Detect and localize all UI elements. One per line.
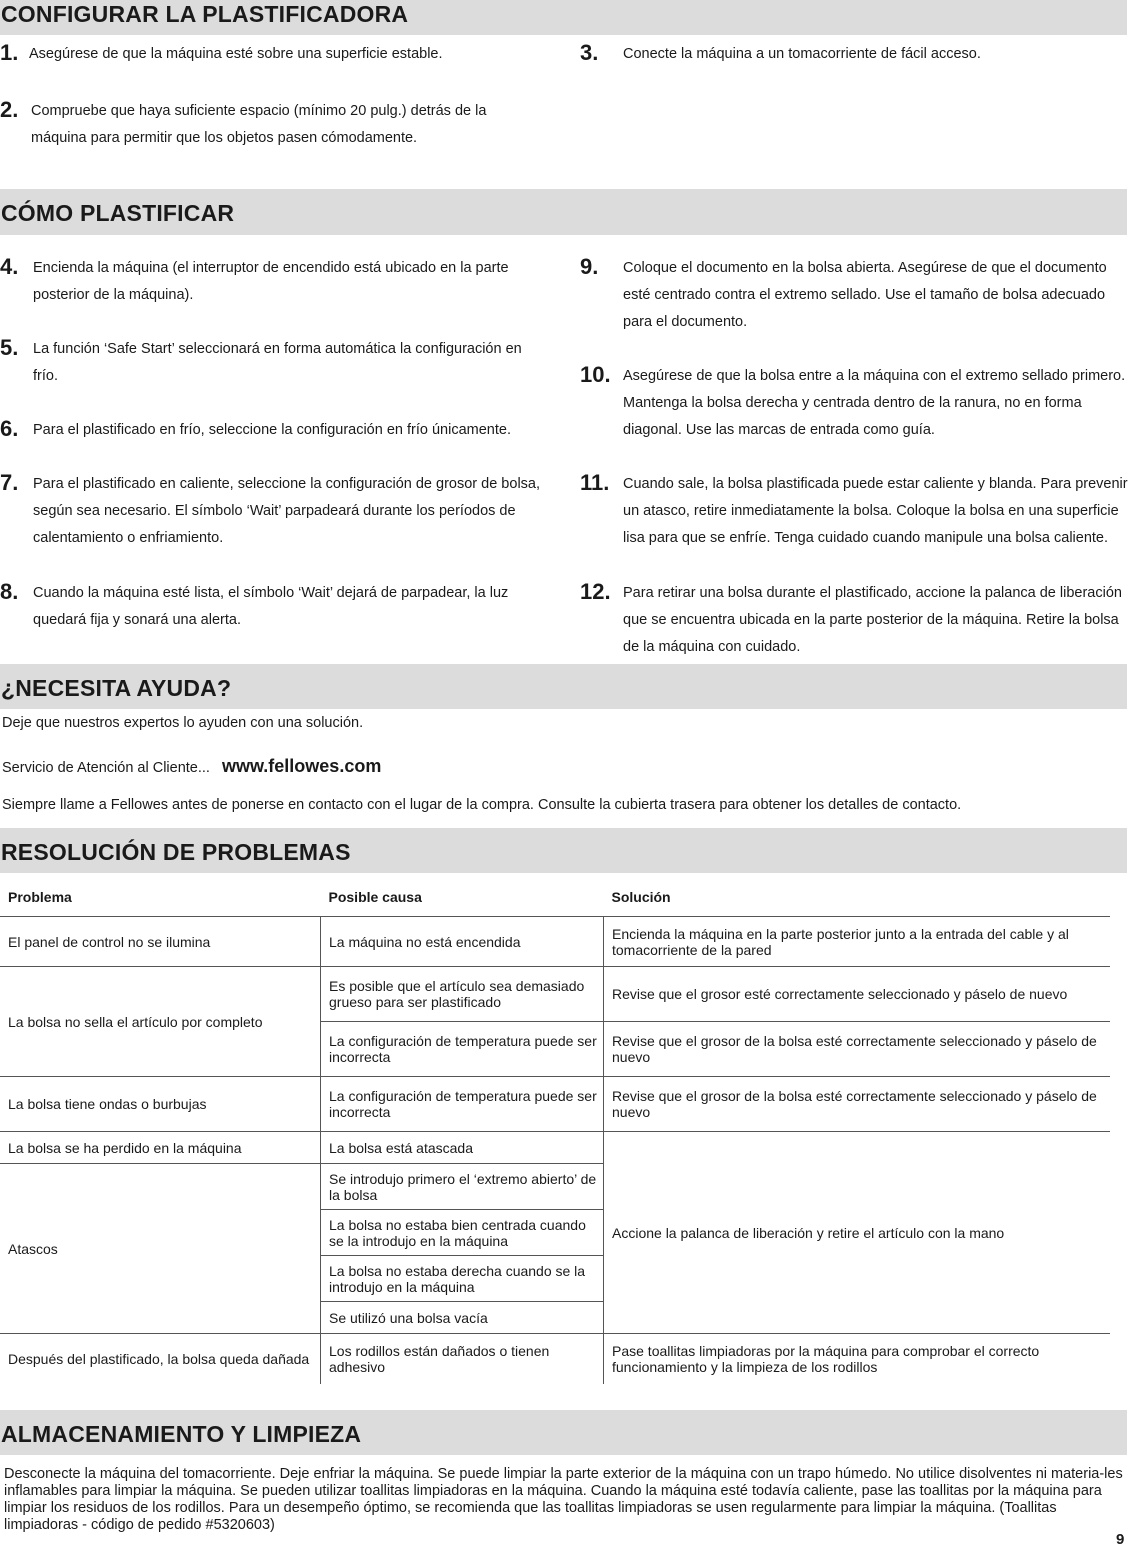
section-header-how: CÓMO PLASTIFICAR xyxy=(0,189,1127,235)
cause-cell: La bolsa está atascada xyxy=(321,1132,604,1164)
step-text: Cuando la máquina esté lista, el símbolo ‘Wait’ dejará de parpadear, la luz quedará fija y sonará una alerta. xyxy=(33,585,509,628)
step-number: 6. xyxy=(0,416,19,441)
page-number: 9 xyxy=(1116,1531,1125,1548)
cause-cell: La bolsa no estaba derecha cuando se la introdujo en la máquina xyxy=(321,1256,604,1302)
step-number: 8. xyxy=(0,579,19,604)
troubleshooting-table xyxy=(0,878,1110,1384)
help-note: Siempre llame a Fellowes antes de ponerse en contacto con el lugar de la compra. Consulte la cubierta trasera para obtener los detalles de contacto. xyxy=(2,797,962,813)
help-service xyxy=(2,755,381,779)
problem-cell: La bolsa se ha perdido en la máquina xyxy=(0,1132,321,1164)
how-step-10 xyxy=(580,363,1132,444)
cause-cell: Los rodillos están dañados o tienen adhesivo xyxy=(321,1334,604,1384)
storage-text: Desconecte la máquina del tomacorriente. Deje enfriar la máquina. Se puede limpiar la parte exterior de la máquina con un trapo húmedo. No utilice disolventes ni materia-les inflamables para limpiar la máquina. Se pueden utilizar toallitas limpiadoras en la máquina. Cuando la máquina esté todavía caliente, pase las toallitas por la máquina para limpiar los residuos de los rodillos. Para un desempeño óptimo, se recomienda que las toallitas limpiadoras se usen regularmente para limpiar la máquina. (Toallitas limpiadoras - código de pedido #5320603) xyxy=(4,1466,1123,1533)
step-text: Asegúrese de que la máquina esté sobre una superficie estable. xyxy=(29,46,443,62)
solution-cell: Revise que el grosor de la bolsa esté correctamente seleccionado y páselo de nuevo xyxy=(604,1022,1111,1077)
table-row xyxy=(0,1077,1110,1132)
step-number: 3. xyxy=(580,40,599,65)
how-step-6 xyxy=(0,417,540,444)
table-header-row xyxy=(0,878,1110,917)
cause-cell: La máquina no está encendida xyxy=(321,917,604,967)
step-number: 10. xyxy=(580,362,611,387)
how-step-7 xyxy=(0,471,540,552)
step-number: 12. xyxy=(580,579,611,604)
step-text: Para retirar una bolsa durante el plastificado, accione la palanca de liberación que se encuentra ubicada en la parte posterior de la máquina. Retire la bolsa de la máquina con cuidado. xyxy=(623,585,1122,655)
table-row xyxy=(0,1132,1110,1164)
setup-step-2 xyxy=(0,98,520,152)
solution-cell: Revise que el grosor de la bolsa esté correctamente seleccionado y páselo de nuevo xyxy=(604,1077,1111,1132)
problem-cell: La bolsa no sella el artículo por completo xyxy=(0,967,321,1077)
step-text: La función ‘Safe Start’ seleccionará en forma automática la configuración en frío. xyxy=(33,341,522,384)
how-step-5 xyxy=(0,336,540,390)
step-text: Para el plastificado en frío, seleccione la configuración en frío únicamente. xyxy=(33,422,511,438)
step-text: Encienda la máquina (el interruptor de encendido está ubicado en la parte posterior de la máquina). xyxy=(33,260,509,303)
step-number: 2. xyxy=(0,97,19,122)
how-step-8 xyxy=(0,580,540,634)
table-row xyxy=(0,1334,1110,1384)
setup-step-1 xyxy=(0,41,540,68)
problem-cell: La bolsa tiene ondas o burbujas xyxy=(0,1077,321,1132)
step-text: Coloque el documento en la bolsa abierta. Asegúrese de que el documento esté centrado contra el extremo sellado. Use el tamaño de bolsa adecuado para el documento. xyxy=(623,260,1107,330)
section-header-storage: ALMACENAMIENTO Y LIMPIEZA xyxy=(0,1410,1127,1455)
problem-cell: Después del plastificado, la bolsa queda dañada xyxy=(0,1334,321,1384)
solution-cell: Pase toallitas limpiadoras por la máquina para comprobar el correcto funcionamiento y la limpieza de los rodillos xyxy=(604,1334,1111,1384)
cause-cell: Se utilizó una bolsa vacía xyxy=(321,1302,604,1334)
step-text: Conecte la máquina a un tomacorriente de fácil acceso. xyxy=(623,46,981,62)
cause-cell: La configuración de temperatura puede ser incorrecta xyxy=(321,1077,604,1132)
step-number: 5. xyxy=(0,335,19,360)
col-header-problem: Problema xyxy=(8,889,72,905)
col-header-solution: Solución xyxy=(611,889,671,905)
how-step-12 xyxy=(580,580,1132,661)
cause-cell: La configuración de temperatura puede ser incorrecta xyxy=(321,1022,604,1077)
problem-cell: El panel de control no se ilumina xyxy=(0,917,321,967)
col-header-cause: Posible causa xyxy=(328,889,422,905)
section-header-trouble: RESOLUCIÓN DE PROBLEMAS xyxy=(0,828,1127,873)
solution-cell: Revise que el grosor esté correctamente seleccionado y páselo de nuevo xyxy=(604,967,1111,1022)
step-number: 1. xyxy=(0,40,19,65)
solution-cell: Encienda la máquina en la parte posterior junto a la entrada del cable y al tomacorriente de la pared xyxy=(604,917,1111,967)
step-number: 4. xyxy=(0,254,19,279)
fellowes-link[interactable]: www.fellowes.com xyxy=(221,756,382,776)
service-label: Servicio de Atención al Cliente... xyxy=(2,760,210,776)
cause-cell: La bolsa no estaba bien centrada cuando se la introdujo en la máquina xyxy=(321,1210,604,1256)
step-text: Cuando sale, la bolsa plastificada puede estar caliente y blanda. Para prevenir un atasco, retire inmediatamente la bolsa. Coloque la bolsa en una superficie lisa para que se enfríe. Tenga cuidado cuando manipule una bolsa caliente. xyxy=(623,476,1128,546)
step-text: Asegúrese de que la bolsa entre a la máquina con el extremo sellado primero. Mantenga la bolsa derecha y centrada dentro de la ranura, no en forma diagonal. Use las marcas de entrada como guía. xyxy=(623,368,1126,438)
how-step-11 xyxy=(580,471,1132,552)
section-header-help: ¿NECESITA AYUDA? xyxy=(0,664,1127,709)
step-text: Para el plastificado en caliente, seleccione la configuración de grosor de bolsa, según sea necesario. El símbolo ‘Wait’ parpadeará durante los períodos de calentamiento o enfriamiento. xyxy=(33,476,541,546)
step-number: 7. xyxy=(0,470,19,495)
how-step-4 xyxy=(0,255,540,309)
how-step-9 xyxy=(580,255,1128,336)
section-header-setup: CONFIGURAR LA PLASTIFICADORA xyxy=(0,0,1127,35)
solution-cell: Accione la palanca de liberación y retire el artículo con la mano xyxy=(604,1132,1111,1334)
cause-cell: Es posible que el artículo sea demasiado grueso para ser plastificado xyxy=(321,967,604,1022)
setup-step-3 xyxy=(580,41,1120,68)
help-intro: Deje que nuestros expertos lo ayuden con una solución. xyxy=(2,715,364,731)
step-number: 11. xyxy=(580,470,610,495)
table-row xyxy=(0,917,1110,967)
cause-cell: Se introdujo primero el ‘extremo abierto’ de la bolsa xyxy=(321,1164,604,1210)
problem-cell: Atascos xyxy=(0,1164,321,1334)
step-number: 9. xyxy=(580,254,599,279)
step-text: Compruebe que haya suficiente espacio (mínimo 20 pulg.) detrás de la máquina para permitir que los objetos pasen cómodamente. xyxy=(31,103,487,146)
table-row xyxy=(0,967,1110,1022)
